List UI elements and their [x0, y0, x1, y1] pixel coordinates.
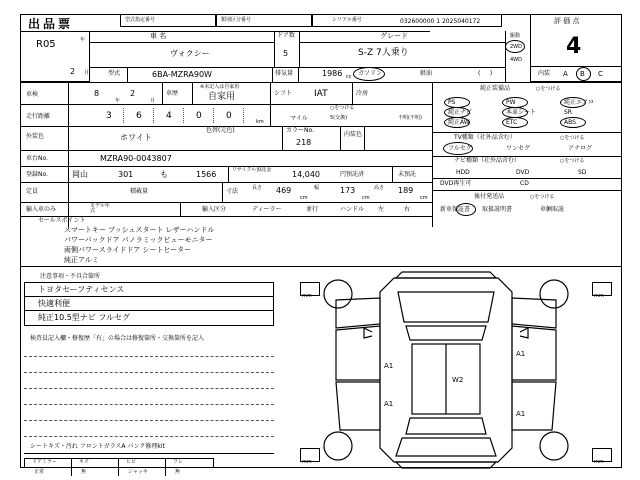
model-code: 6BA-MZRA90W	[152, 70, 212, 79]
handle-right: 右	[404, 206, 411, 213]
nav-label: ナビ種類（社外品含む）	[454, 157, 521, 164]
score-value: 4	[566, 34, 582, 59]
model-year: R05	[36, 39, 56, 50]
category-label: 類別区分番号	[221, 17, 252, 23]
footer-header: ドアミラー	[32, 459, 57, 465]
sheet-title: 出品票	[28, 17, 74, 31]
footer-header: ヒビ	[126, 459, 137, 465]
plate-class: 301	[118, 170, 134, 179]
notes-bottom-line: シートキズ・汚れ フロントガラスA パンク修理kit	[30, 443, 165, 450]
model-year-label: モデル年式	[90, 203, 110, 214]
interior-c: C	[598, 70, 603, 78]
tv-analog: アナログ	[568, 145, 593, 152]
plate-area: 岡山	[72, 170, 88, 179]
sales-line-2: パワーバックドア パノラミックビューモニター	[64, 236, 213, 244]
tv-oneseg: ワンセグ	[506, 145, 531, 152]
equip-item-circle	[560, 97, 586, 108]
equip-item: SR	[564, 109, 572, 116]
after-label: 後付発送品	[474, 193, 505, 200]
after-warranty: 新車保証書	[440, 206, 471, 213]
import-label: 輸入車のみ	[26, 206, 57, 213]
equip-item: 純正AW	[448, 119, 470, 126]
car-type: 自家用	[208, 92, 236, 102]
equip-item-circle	[560, 117, 586, 128]
dvd-play-label: DVD再生可	[440, 180, 472, 187]
sales-line-3: 両側パワースライドドア シートヒーター	[64, 246, 192, 254]
notes-line-2: 快適利便	[38, 299, 70, 308]
handle-left: 左	[378, 206, 385, 213]
shift-value: IAT	[314, 89, 328, 99]
mark-front-left: A1	[384, 362, 394, 370]
mark-rear-right: A1	[516, 410, 526, 418]
interior-label: 内装	[538, 70, 551, 77]
door-label: ドア数	[277, 32, 295, 39]
exterior-color: ホワイト	[120, 133, 152, 142]
equip-item: 純正ナビ	[448, 109, 473, 116]
sales-line-4: 純正アルミ	[64, 256, 99, 264]
drive-4wd: 4WD	[510, 57, 522, 63]
sales-label: セールスポイント	[38, 217, 86, 224]
nav-hdd: HDD	[456, 169, 470, 176]
tv-label: TV種類（社外品含む）	[454, 134, 516, 141]
equip-item: 純正エアロ	[564, 99, 595, 106]
serial-number: 032600000 1 2025040172	[400, 18, 481, 25]
footer-value: 無	[175, 469, 181, 475]
grade-label: グレード	[380, 32, 408, 40]
serial-label: シリアル番号	[332, 17, 362, 23]
height: 189	[398, 186, 414, 195]
door-count: 5	[283, 49, 289, 58]
footer-value: 無	[81, 469, 87, 475]
car-diagram	[316, 270, 576, 470]
model-label: 型式	[108, 70, 121, 77]
equip-item: 本革シート	[506, 109, 537, 116]
mark-front-right: A1	[516, 350, 526, 358]
equip-title: 純正装備品	[480, 85, 511, 92]
meter-replaced: 5(交換)	[330, 115, 348, 121]
interior-b: B	[580, 70, 585, 78]
plate-number: 1566	[196, 170, 217, 179]
footer-value: ジャッキ	[128, 469, 148, 475]
mileage-digit: 6	[136, 111, 142, 121]
reg-month: 2	[70, 67, 76, 76]
notes-line-3: 純正10.5型ナビ フルセグ	[38, 313, 131, 322]
recycle-amount: 14,040	[292, 170, 320, 179]
footer-header: ワレ	[173, 459, 184, 465]
chassis-label: 車台No.	[26, 155, 48, 162]
plate-label: 登録No.	[26, 171, 48, 178]
width: 173	[340, 186, 356, 195]
name-label: 車 名	[150, 32, 167, 40]
capacity-label: 定員	[26, 188, 39, 195]
inspect-label: 車検	[26, 91, 39, 98]
footer-value: 正常	[34, 469, 45, 475]
recycle-unpaid: 未預託	[398, 171, 417, 178]
score-label: 評 価 点	[554, 17, 580, 25]
meter-unknown: 不明(不明)	[398, 115, 422, 121]
size-label: 寸法	[226, 188, 239, 195]
recycle-label: リサイクル預託金	[232, 167, 272, 173]
car-name: ヴォクシー	[170, 49, 210, 58]
load-label: 積載量	[130, 188, 149, 195]
inspect-month: 2	[130, 89, 136, 98]
fuel-diesel: 軽油	[420, 70, 433, 77]
mileage-digit: 0	[196, 111, 202, 121]
mileage-digit: 3	[106, 111, 112, 121]
equip-item: ABS	[564, 119, 576, 126]
inspect-year: 8	[94, 89, 100, 98]
mark-rear-left: A1	[384, 400, 394, 408]
after-warranty-circle	[456, 203, 476, 216]
equip-item: ETC	[506, 119, 518, 126]
ac-label: 冷房	[356, 90, 369, 97]
color-no: 218	[296, 138, 312, 147]
equip-item-circle	[502, 117, 528, 128]
fuel-gasoline: ガソリン	[358, 70, 383, 77]
notes-line-1: トヨタセーフティセンス	[38, 285, 125, 294]
chassis-number: MZRA90-0043807	[100, 154, 172, 163]
nav-sd: SD	[578, 169, 587, 176]
footer-header: キズ	[79, 459, 89, 465]
mileage-digit: 4	[166, 111, 172, 121]
import-parallel: 並行	[306, 206, 319, 213]
mark-roof: W2	[452, 376, 464, 384]
tv-fullseg-circle	[443, 142, 473, 155]
shift-label: シフト	[274, 90, 293, 97]
color-change-label: 色替(元色)	[206, 127, 235, 134]
meter-mile: マイル	[290, 115, 308, 122]
displacement-label: 排気量	[275, 70, 294, 77]
car-type-label: 車歴	[166, 90, 179, 97]
cd-label: CD	[520, 180, 529, 187]
tv-fullseg: フルセグ	[448, 145, 472, 152]
after-manual: 取扱説明書	[482, 206, 513, 213]
drive-label: 駆動	[510, 33, 521, 39]
sales-line-1: スマートキー プッシュスタート レザーハンドル	[64, 226, 215, 234]
color-no-label: カラーNo.	[286, 127, 314, 134]
inspector-note: 検査員記入欄・修復歴「有」の場合は修復箇所・交換箇所を記入	[30, 335, 205, 342]
interior-b-circle	[576, 67, 591, 81]
handle-label: ハンドル	[340, 206, 365, 213]
fuel-circle	[353, 67, 385, 81]
length: 469	[276, 186, 292, 195]
interior-a: A	[563, 70, 568, 78]
drive-2wd-circle	[505, 40, 525, 53]
import-dealer: ディーラー	[252, 206, 282, 213]
after-car-manual: 車輌取説	[540, 206, 565, 213]
color-label: 外装色	[26, 133, 45, 140]
displacement: 1986	[322, 69, 343, 78]
import-class-label: 輸入区分	[202, 206, 227, 213]
grade-value: S-Z 7人乗り	[358, 48, 409, 58]
equip-item: PS	[448, 99, 456, 106]
equip-item-circle	[444, 117, 470, 128]
plate-kana: も	[160, 170, 168, 179]
nav-dvd: DVD	[516, 169, 530, 176]
drive-2wd: 2WD	[510, 44, 522, 50]
mileage-digit: 0	[226, 111, 232, 121]
type-designation-label: 型式指定番号	[125, 17, 156, 23]
equip-item: PW	[506, 99, 516, 106]
interior-color-label: 内装色	[344, 131, 363, 138]
mileage-label: 走行距離	[26, 113, 51, 120]
notes-label: 注意事項・不具合箇所	[40, 273, 101, 280]
